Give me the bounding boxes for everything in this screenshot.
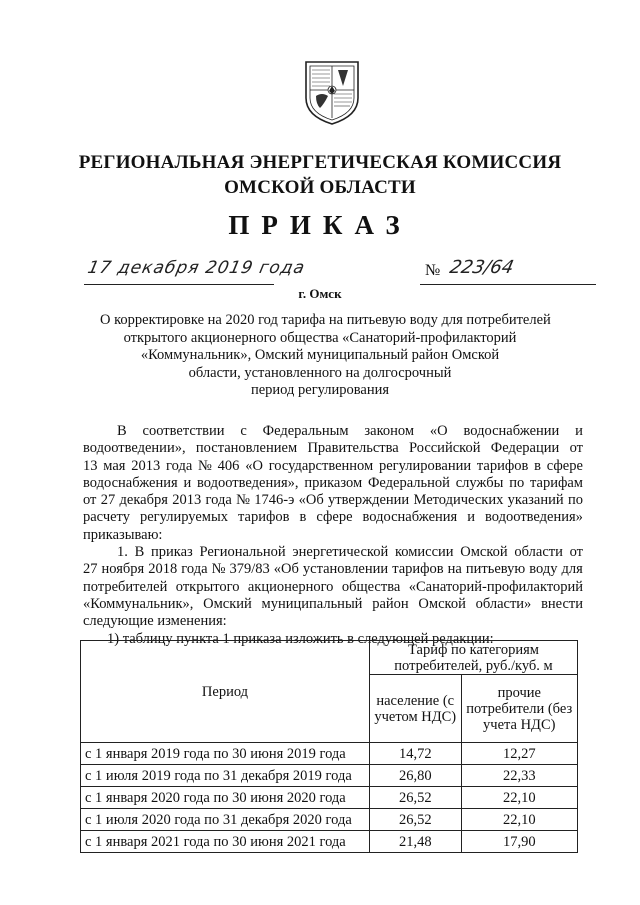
word: «Об [298,492,324,509]
word: от [83,492,97,509]
word: соответствии [142,423,225,439]
word: 2013 [172,492,202,509]
word: Федеральным [262,423,349,439]
word: законом [364,423,415,439]
word: водоотведения», [197,474,299,491]
paragraph-line [83,440,583,457]
word: 1. [117,544,128,561]
word: внести [541,595,583,612]
table-row [81,831,578,853]
word: акционерного [247,578,334,595]
word: В [117,423,127,439]
word: 1746-э [254,492,295,509]
document-body [83,423,583,648]
population-tariff-cell: 21,48 [370,831,462,853]
column-header-population: население (с учетом НДС) [370,675,462,743]
word: муниципальный [261,595,363,612]
word: и [467,509,476,526]
word: тарифов [238,509,290,526]
population-tariff-cell: 14,72 [370,743,462,765]
column-header-other: прочие потребители (без учета НДС) [461,675,578,743]
handwritten-document-number: 223/64 [447,257,516,278]
word: сфере [546,457,583,474]
city-name: г. Омск [298,286,342,301]
population-tariff-cell: 26,80 [370,765,462,787]
word: питьевую [465,561,526,578]
subject-line: период регулирования [250,382,390,398]
population-tariff-cell: 26,52 [370,787,462,809]
word: № [198,457,212,474]
paragraph-line [83,561,583,578]
handwritten-date: 17 декабря 2019 года [85,258,308,278]
word: и [575,423,583,439]
word: 13 [83,457,98,474]
word: 27 [100,492,116,509]
word: установлении [302,561,389,578]
word: тарифов [392,561,444,578]
word: 2018 [148,561,178,578]
table-row [81,809,578,831]
word: водоснабжения [362,509,458,526]
word: приказ [150,544,193,561]
word: сфере [316,509,353,526]
table-row [81,787,578,809]
word: указаний [507,492,564,509]
tariff-table [80,640,578,853]
paragraph-line: следующие изменения: [83,613,227,630]
word: общества [341,578,401,595]
word: службы [455,474,504,491]
word: район [372,595,409,612]
other-tariff-cell: 17,90 [461,831,578,853]
word: 27 [83,561,98,578]
table-row [81,743,578,765]
word: от [569,544,583,561]
other-tariff-cell: 12,27 [461,743,578,765]
word: воду [529,561,558,578]
word: Федерации [490,440,560,457]
word: водоснабжении [463,423,560,439]
word: Правительства [307,440,399,457]
word: «Коммунальник», [83,595,194,612]
population-tariff-cell: 26,52 [370,809,462,831]
word: постановлением [195,440,298,457]
subject-line: открытого акционерного общества «Санаторий-профилакторий [123,329,517,346]
word: и [183,474,192,491]
word: 379/83 [229,561,270,578]
period-cell: с 1 июля 2019 года по 31 декабря 2019 года [81,765,370,787]
paragraph-line [83,579,583,596]
word: регулировании [378,457,472,474]
word: Омской [418,595,466,612]
document-type-title: ПРИКАЗ [228,210,412,240]
word: года [181,561,208,578]
word: регулируемых [140,509,228,526]
word: государственном [268,457,374,474]
word: комиссии [394,544,454,561]
word: расчету [83,509,130,526]
paragraph-line [83,458,583,475]
word: «О [429,423,448,439]
word: № [211,561,226,578]
period-cell: с 1 июля 2020 года по 31 декабря 2020 года [81,809,370,831]
word: утверждении [328,492,410,509]
word: потребителей [83,578,168,595]
word: 406 [217,457,240,474]
word: Омский [203,595,252,612]
word: Российской [409,440,481,457]
word: в [299,509,307,526]
word: Федеральной [367,474,450,491]
other-tariff-cell: 22,33 [461,765,578,787]
paragraph-line [83,492,583,509]
document-subject [100,312,551,400]
word: с [240,423,247,439]
word: «О [245,457,263,474]
subject-line: О корректировке на 2020 год тарифа на питьевую воду для потребителей [100,312,551,328]
word: «Об [273,561,299,578]
column-header-tariff: Тариф по категориям потребителей, руб./куб. м [370,641,578,675]
word: ноября [101,561,145,578]
table-row [81,765,578,787]
paragraph-line: приказываю: [83,526,163,543]
word: в [534,457,541,474]
word: области [514,544,563,561]
word: мая [103,457,126,474]
word: года [166,457,193,474]
other-tariff-cell: 22,10 [461,787,578,809]
word: 2013 [131,457,161,474]
word: по [567,492,583,509]
paragraph-line [83,544,583,561]
period-cell: с 1 января 2019 года по 30 июня 2019 года [81,743,370,765]
word: № [236,492,250,509]
word: приказом [304,474,363,491]
paragraph-line [83,596,583,613]
organization-name-line1: РЕГИОНАЛЬНАЯ ЭНЕРГЕТИЧЕСКАЯ КОМИССИЯ [78,152,562,173]
word: водоотведения» [485,509,583,526]
word: Методических [413,492,504,509]
subject-line: «Коммунальник», Омский муниципальный район Омской [140,347,500,363]
period-cell: с 1 января 2021 года по 30 июня 2021 года [81,831,370,853]
paragraph-line [83,475,583,492]
word: от [569,440,583,457]
omsk-coat-of-arms-emblem [302,58,362,126]
paragraph-line [83,509,583,526]
word: водоснабжения [83,474,178,491]
word: В [134,544,145,561]
word: Омской [460,544,508,561]
word: энергетической [292,544,389,561]
word: «Санаторий-профилакторий [408,578,583,595]
number-sign: № [425,262,441,279]
word: открытого [175,578,240,595]
word: области» [475,595,532,612]
word: Региональной [199,544,286,561]
paragraph-line [83,423,583,440]
word: года [205,492,232,509]
column-header-period: Период [81,641,370,743]
word: тарифам [530,474,583,491]
organization-name-line2: ОМСКОЙ ОБЛАСТИ [224,177,416,198]
other-tariff-cell: 22,10 [461,809,578,831]
word: водоотведении», [83,440,186,457]
word: тарифов [476,457,529,474]
word: для [561,561,583,578]
word: декабря [119,492,168,509]
period-cell: с 1 января 2020 года по 30 июня 2020 года [81,787,370,809]
word: по [509,474,525,491]
subject-line: области, установленного на долгосрочный [188,364,452,381]
paragraph-line: 1) таблицу пункта 1 приказа изложить в следующей редакции: [107,630,494,647]
word: на [447,561,462,578]
